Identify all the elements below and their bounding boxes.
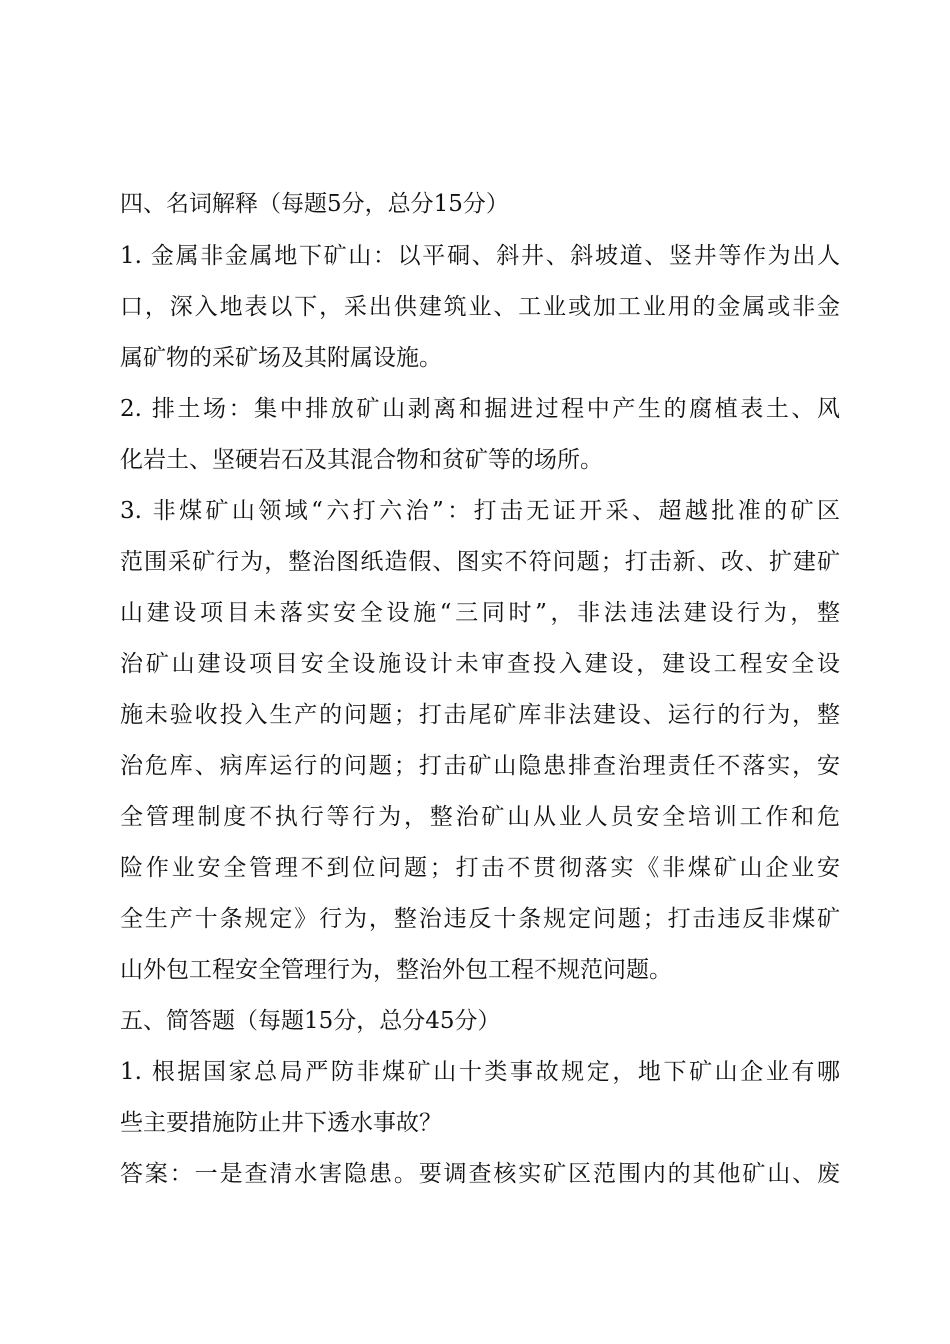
definition-3-line-3: 山建设项目未落实安全设施“三同时”，非法违法建设行为，整	[120, 600, 840, 626]
question-1-line-1: 1. 根据国家总局严防非煤矿山十类事故规定，地下矿山企业有哪	[120, 1059, 840, 1085]
definition-3-line-8: 险作业安全管理不到位问题；打击不贯彻落实《非煤矿山企业安	[120, 855, 840, 881]
definition-3-line-6: 治危库、病库运行的问题；打击矿山隐患排查治理责任不落实，安	[120, 753, 840, 779]
definition-3-line-9: 全生产十条规定》行为，整治违反十条规定问题；打击违反非煤矿	[120, 906, 840, 932]
definition-3-line-10: 山外包工程安全管理行为，整治外包工程不规范问题。	[120, 957, 672, 983]
answer-1-line-1: 答案：一是查清水害隐患。要调查核实矿区范围内的其他矿山、废	[120, 1161, 840, 1187]
definition-3-line-2: 范围采矿行为，整治图纸造假、图实不符问题；打击新、改、扩建矿	[120, 549, 840, 575]
definition-3-line-4: 治矿山建设项目安全设施设计未审查投入建设，建设工程安全设	[120, 651, 840, 677]
definition-1-line-1: 1. 金属非金属地下矿山：以平硐、斜井、斜坡道、竖井等作为出人	[120, 243, 840, 269]
definition-3-line-7: 全管理制度不执行等行为，整治矿山从业人员安全培训工作和危	[120, 804, 840, 830]
definition-1-line-3: 属矿物的采矿场及其附属设施。	[120, 345, 442, 371]
question-1-line-2: 些主要措施防止井下透水事故？	[120, 1110, 442, 1136]
section-heading-short-answer: 五、简答题（每题15分，总分45分）	[120, 1008, 501, 1034]
section-heading-definitions: 四、名词解释（每题5分，总分15分）	[120, 191, 509, 217]
definition-3-line-1: 3. 非煤矿山领域“六打六治”：打击无证开采、超越批准的矿区	[120, 498, 840, 524]
definition-2-line-1: 2. 排土场：集中排放矿山剥离和掘进过程中产生的腐植表土、风	[120, 396, 840, 422]
definition-2-line-2: 化岩土、坚硬岩石及其混合物和贫矿等的场所。	[120, 447, 603, 473]
definition-3-line-5: 施未验收投入生产的问题；打击尾矿库非法建设、运行的行为，整	[120, 702, 840, 728]
definition-1-line-2: 口，深入地表以下，采出供建筑业、工业或加工业用的金属或非金	[120, 294, 840, 320]
